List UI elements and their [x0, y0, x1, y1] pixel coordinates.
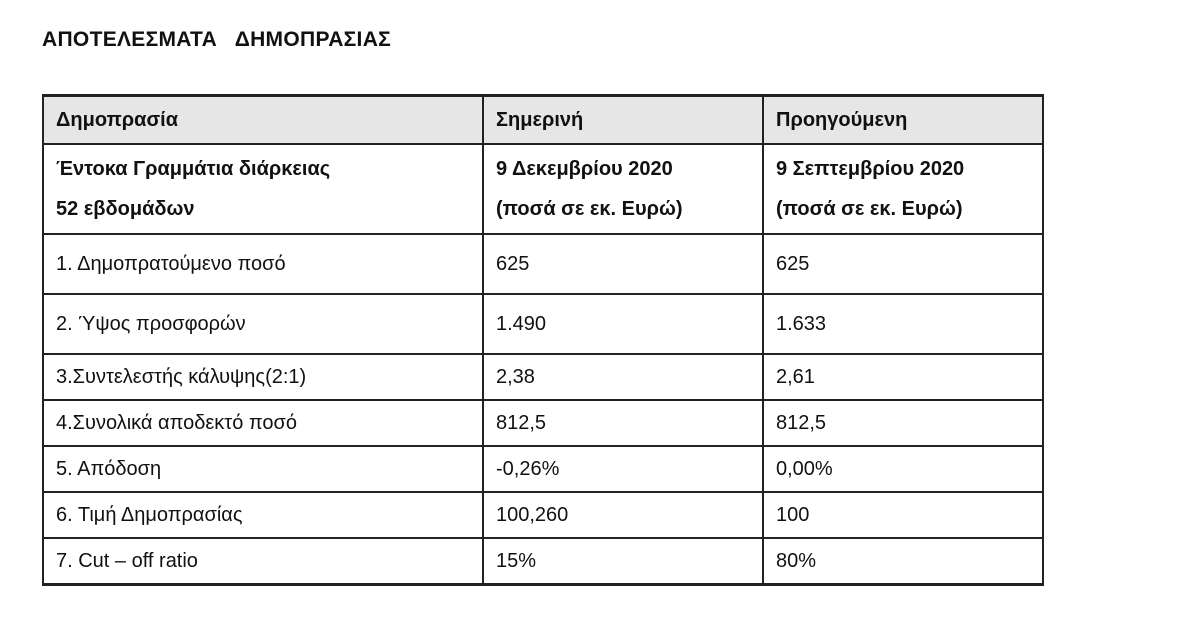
- row-current-value: 2,38: [483, 354, 763, 400]
- header-previous: Προηγούμενη: [763, 96, 1043, 145]
- table-row: [43, 492, 1043, 538]
- row-previous-value: 812,5: [763, 400, 1043, 446]
- table-header-row: [43, 96, 1043, 145]
- table-row: [43, 294, 1043, 354]
- row-current-value: -0,26%: [483, 446, 763, 492]
- row-previous-value: 2,61: [763, 354, 1043, 400]
- row-label: 6. Τιμή Δημοπρασίας: [43, 492, 483, 538]
- table-row: [43, 446, 1043, 492]
- auction-results-table: [42, 94, 1044, 586]
- instrument-line-2: 52 εβδομάδων: [56, 198, 195, 220]
- row-label: 3.Συντελεστής κάλυψης(2:1): [43, 354, 483, 400]
- instrument-line-1: Έντοκα Γραμμάτια διάρκειας: [56, 158, 331, 180]
- row-previous-value: 1.633: [763, 294, 1043, 354]
- row-previous-value: 100: [763, 492, 1043, 538]
- subheader-previous-date: [763, 144, 1043, 234]
- header-current: Σημερινή: [483, 96, 763, 145]
- row-current-value: 100,260: [483, 492, 763, 538]
- row-current-value: 1.490: [483, 294, 763, 354]
- previous-date: 9 Σεπτεμβρίου 2020: [776, 158, 965, 180]
- table-row: [43, 234, 1043, 294]
- table-subheader-row: [43, 144, 1043, 234]
- previous-units: (ποσά σε εκ. Ευρώ): [776, 198, 963, 220]
- row-label: 1. Δημοπρατούμενο ποσό: [43, 234, 483, 294]
- row-current-value: 625: [483, 234, 763, 294]
- table-row: [43, 400, 1043, 446]
- row-previous-value: 625: [763, 234, 1043, 294]
- current-units: (ποσά σε εκ. Ευρώ): [496, 198, 683, 220]
- subheader-instrument: [43, 144, 483, 234]
- table-row: [43, 538, 1043, 585]
- table-row: [43, 354, 1043, 400]
- subheader-current-date: [483, 144, 763, 234]
- header-auction: Δημοπρασία: [43, 96, 483, 145]
- row-previous-value: 80%: [763, 538, 1043, 585]
- row-current-value: 15%: [483, 538, 763, 585]
- current-date: 9 Δεκεμβρίου 2020: [496, 158, 673, 180]
- row-label: 5. Απόδοση: [43, 446, 483, 492]
- row-current-value: 812,5: [483, 400, 763, 446]
- page-title: ΑΠΟΤΕΛΕΣΜΑΤΑ ΔΗΜΟΠΡΑΣΙΑΣ: [42, 28, 392, 51]
- row-label: 7. Cut – off ratio: [43, 538, 483, 585]
- row-label: 4.Συνολικά αποδεκτό ποσό: [43, 400, 483, 446]
- row-label: 2. Ύψος προσφορών: [43, 294, 483, 354]
- row-previous-value: 0,00%: [763, 446, 1043, 492]
